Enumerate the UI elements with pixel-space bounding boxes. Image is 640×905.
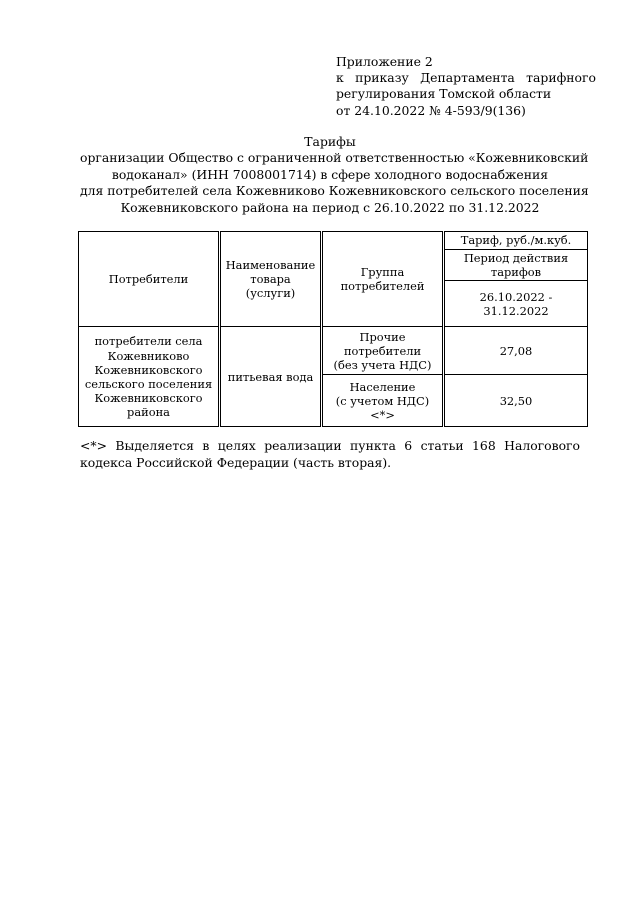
appendix-header <box>336 54 596 119</box>
header-consumers: Потребители <box>79 232 220 327</box>
appendix-word: приказу <box>355 70 409 86</box>
appendix-word: Департамента <box>420 70 515 86</box>
tariff-table <box>78 231 588 427</box>
group-vat-note: (без учета НДС) <box>333 358 432 372</box>
title-line: водоканал» (ИНН 7008001714) в сфере холодного водоснабжения <box>111 166 549 182</box>
footnote: <*> Выделяется в целях реализации пункта 6 статьи 168 Налогового кодекса Российской Федерации (часть вторая). <box>80 438 580 470</box>
title-line: организации Общество с ограниченной ответственностью «Кожевниковский <box>80 150 589 166</box>
header-dates: 26.10.2022 - 31.12.2022 <box>444 281 588 327</box>
title-line: для потребителей села Кожевниково Кожевниковского сельского поселения <box>80 183 589 199</box>
group-other-consumers <box>322 327 444 375</box>
header-tariff: Тариф, руб./м.куб. <box>444 232 588 250</box>
title-line: Кожевниковского района на период с 26.10.2022 по 31.12.2022 <box>120 199 540 215</box>
group-population <box>322 375 444 427</box>
row-product: питьевая вода <box>220 327 322 427</box>
header-group: Группа потребителей <box>322 232 444 327</box>
document-title <box>80 134 589 216</box>
appendix-date-number: от 24.10.2022 № 4-593/9(136) <box>336 102 526 118</box>
header-product: Наименование товара (услуги) <box>220 232 322 327</box>
group-vat-note: (с учетом НДС)<*> <box>335 393 430 422</box>
appendix-region: регулирования Томской области <box>336 86 552 102</box>
group-name: Население <box>349 379 416 394</box>
appendix-order-line <box>336 70 596 86</box>
title-heading: Тарифы <box>304 134 356 149</box>
appendix-word: тарифного <box>526 70 596 86</box>
appendix-number: Приложение 2 <box>336 54 433 69</box>
row-consumers: потребители села Кожевниково Кожевниковского сельского поселения Кожевниковского района <box>79 327 220 427</box>
appendix-word: к <box>336 70 344 86</box>
tariff-value-population: 32,50 <box>444 375 588 427</box>
tariff-value-other: 27,08 <box>444 327 588 375</box>
header-period: Период действия тарифов <box>444 250 588 281</box>
group-name: Прочие потребители <box>343 329 422 358</box>
